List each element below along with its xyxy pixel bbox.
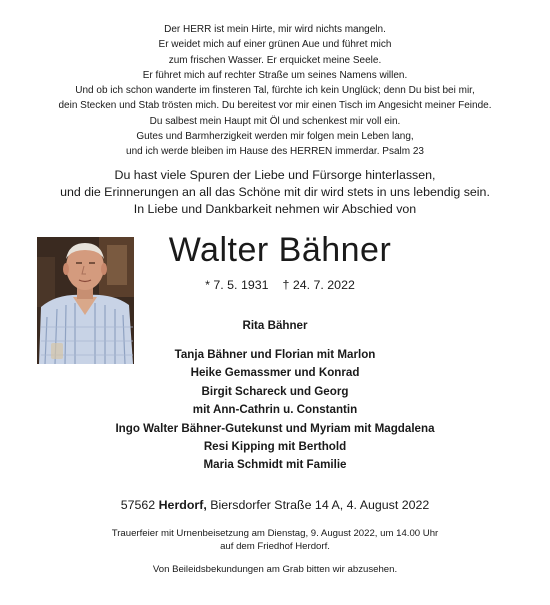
mourner-line: Birgit Schareck und Georg — [201, 384, 349, 398]
psalm-line: Er führet mich auf rechter Straße um seines Namens willen. — [142, 69, 408, 81]
psalm-line: dein Stecken und Stab trösten mich. Du bereitest vor mir einen Tisch im Angesicht meiner Feinde. — [58, 100, 492, 112]
mourner-line: mit Ann-Cathrin u. Constantin — [192, 403, 358, 417]
psalm-line: Er weidet mich auf einer grünen Aue und führet mich — [158, 39, 392, 51]
death-date: † 24. 7. 2022 — [282, 278, 355, 292]
mourner-line: Heike Gemassmer und Konrad — [190, 366, 360, 380]
farewell-line: und die Erinnerungen an all das Schöne mit dir wird stets in uns lebendig sein. — [60, 185, 490, 199]
city-name: Herdorf, — [158, 498, 207, 512]
deceased-name: Walter Bähner — [168, 231, 392, 269]
psalm-line: Und ob ich schon wanderte im finsteren Tal, fürchte ich kein Unglück; denn Du bist bei mir, — [75, 85, 475, 97]
address-line — [0, 497, 550, 513]
psalm-line: Du salbest mein Haupt mit Öl und schenkest mir voll ein. — [149, 115, 401, 127]
service-line: Trauerfeier mit Urnenbeisetzung am Dienstag, 9. August 2022, um 14.00 Uhr — [111, 528, 439, 539]
spouse-name: Rita Bähner — [242, 319, 308, 332]
mourner-line: Maria Schmidt mit Familie — [203, 458, 347, 472]
street-and-date: Biersdorfer Straße 14 A, 4. August 2022 — [210, 498, 430, 512]
farewell-line: Du hast viele Spuren der Liebe und Fürsorge hinterlassen, — [114, 168, 436, 182]
psalm-line: Der HERR ist mein Hirte, mir wird nichts mangeln. — [164, 24, 386, 35]
psalm-line: Gutes und Barmherzigkeit werden mir folgen mein Leben lang, — [136, 131, 414, 143]
farewell-text — [0, 167, 550, 218]
life-dates — [155, 277, 405, 293]
service-line: auf dem Friedhof Herdorf. — [220, 541, 330, 552]
psalm-quote — [0, 22, 550, 160]
mourners-list — [0, 318, 550, 475]
psalm-line: und ich werde bleiben im Hause des HERREN immerdar. Psalm 23 — [126, 146, 424, 158]
psalm-line: zum frischen Wasser. Er erquicket meine Seele. — [168, 54, 382, 66]
farewell-line: In Liebe und Dankbarkeit nehmen wir Abschied von — [133, 202, 417, 216]
mourner-line: Tanja Bähner und Florian mit Marlon — [174, 348, 376, 361]
mourner-line: Ingo Walter Bähner-Gutekunst und Myriam mit Magdalena — [115, 421, 435, 435]
funeral-service-info — [0, 527, 550, 553]
condolence-note: Von Beileidsbekundungen am Grab bitten wir abzusehen. — [152, 564, 398, 575]
mourner-line: Resi Kipping mit Berthold — [203, 440, 347, 454]
postal-code: 57562 — [120, 498, 156, 512]
birth-date: * 7. 5. 1931 — [205, 278, 269, 292]
